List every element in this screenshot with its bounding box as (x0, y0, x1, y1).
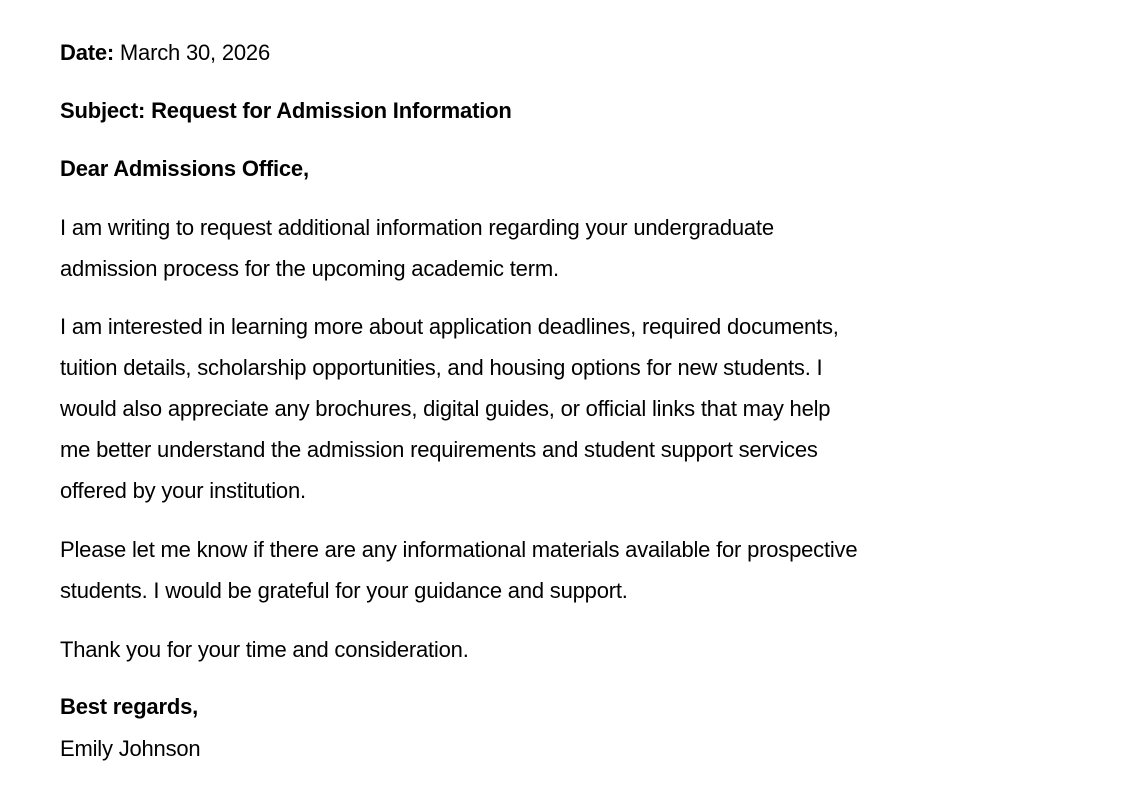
salutation: Dear Admissions Office, (60, 156, 309, 181)
date-line (60, 32, 270, 73)
signature: Emily Johnson (60, 736, 201, 761)
paragraph-line: I am interested in learning more about application deadlines, required documents, (60, 314, 839, 339)
paragraph-intro (60, 207, 1070, 289)
paragraph-details (60, 306, 1070, 511)
closing: Best regards, (60, 694, 199, 719)
paragraph-line: offered by your institution. (60, 478, 306, 503)
paragraph-line: would also appreciate any brochures, digital guides, or official links that may help (60, 396, 831, 421)
paragraph-line: Please let me know if there are any informational materials available for prospective (60, 537, 858, 562)
date-label: Date: (60, 40, 115, 65)
paragraph-line: me better understand the admission requirements and student support services (60, 437, 818, 462)
subject-line: Subject: Request for Admission Information (60, 98, 512, 123)
paragraph-line: Thank you for your time and consideration. (60, 637, 469, 662)
paragraph-thanks (60, 629, 1070, 670)
paragraph-request (60, 529, 1070, 611)
paragraph-line: students. I would be grateful for your guidance and support. (60, 578, 628, 603)
paragraph-line: tuition details, scholarship opportunities, and housing options for new students. I (60, 355, 823, 380)
paragraph-line: admission process for the upcoming academic term. (60, 256, 559, 281)
date-value: March 30, 2026 (114, 40, 271, 65)
paragraph-line: I am writing to request additional information regarding your undergraduate (60, 215, 774, 240)
